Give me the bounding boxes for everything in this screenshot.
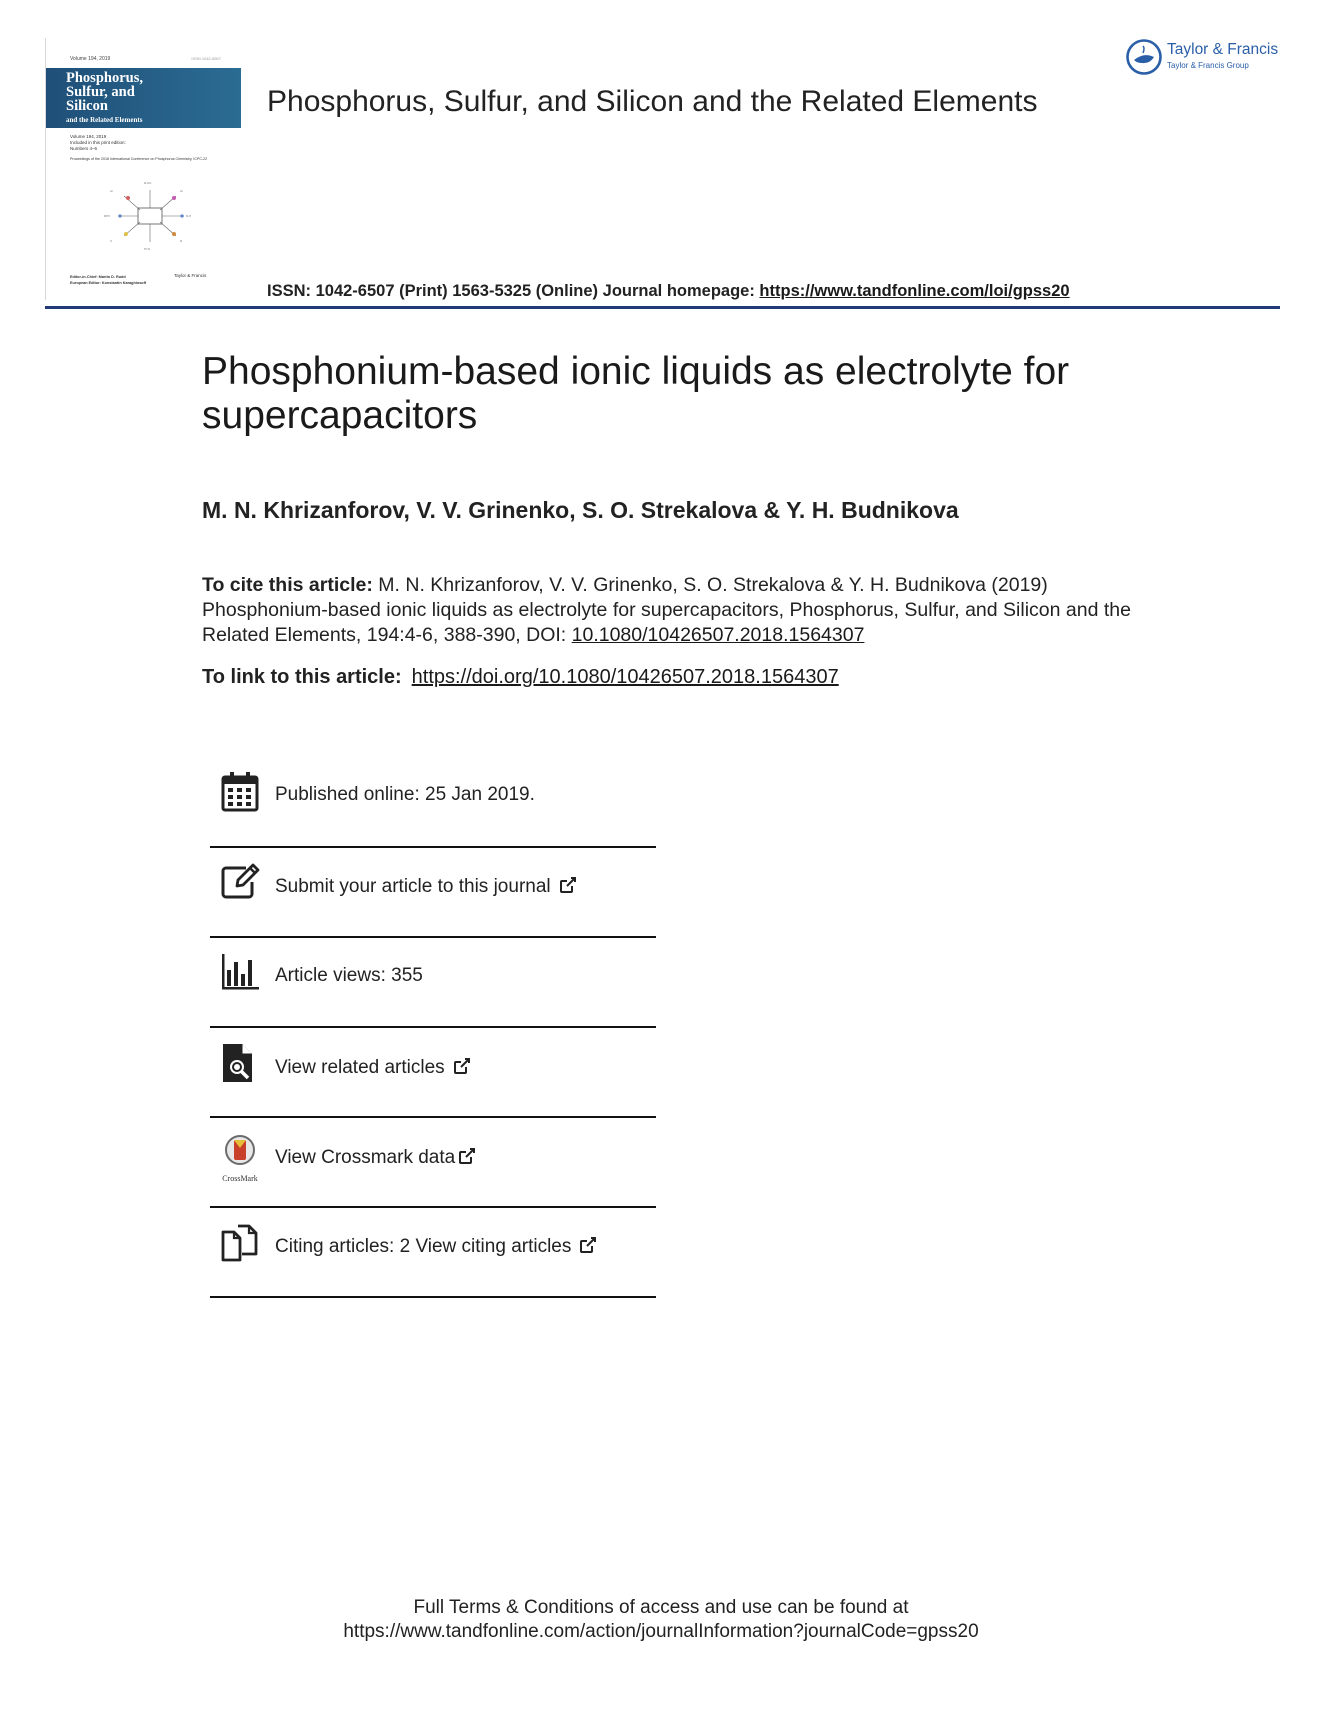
crossmark-row[interactable] [210,1118,656,1206]
issn-line [267,282,1070,301]
article-info-list [210,758,656,1298]
publisher-group: Taylor & Francis Group [1167,61,1249,70]
cover-title-band [46,68,241,128]
issn-text: ISSN: 1042-6507 (Print) 1563-5325 (Online) Journal homepage: [267,282,760,300]
svg-text:Ar: Ar [180,189,183,193]
edit-icon [220,860,260,902]
publisher-name: Taylor & Francis [1167,41,1279,58]
document-search-icon [220,1042,260,1084]
link-label: To link to this article: [202,666,402,688]
terms-url[interactable]: https://www.tandfonline.com/action/journalInformation?journalCode=gpss20 [343,1621,979,1642]
related-articles-row[interactable] [210,1028,656,1116]
cite-text: M. N. Khrizanforov, V. V. Grinenko, S. O. Strekalova & Y. H. Budnikova (2019) Phosphonium-based ionic liquids as electrolyte for supercapacitors, Phosphorus, Sulfur, and Silicon and the Related Elements, 194:4-6, 388-390, DOI: [202,574,1131,646]
external-link-icon [579,1236,597,1254]
svg-text:Ar: Ar [110,189,113,193]
cover-editors: Editor-in-Chief: Martin D. Rudd European Editor: Konstantin Karaghiosoff [70,275,147,285]
article-link-line [202,666,839,689]
citing-articles-row[interactable] [210,1208,656,1296]
submit-article-row[interactable] [210,848,656,936]
external-link-icon [559,876,577,894]
published-date: Published online: 25 Jan 2019. [275,784,535,805]
cover-meta: Volume 194, 2019 Included in this print edition: Numbers 4–6 [70,134,126,151]
svg-text:R-P: R-P [186,214,192,218]
cover-proceedings: Proceedings of the 2018 International Conference on Phosphorus Chemistry, ICPC-22 [70,157,208,161]
article-authors: M. N. Khrizanforov, V. V. Grinenko, S. O. Strekalova & Y. H. Budnikova [202,497,959,523]
journal-cover-image [45,38,241,300]
related-articles-link[interactable]: View related articles [275,1057,445,1078]
article-views: Article views: 355 [275,965,423,986]
svg-text:R: R [180,239,183,243]
published-row [210,758,656,846]
cover-subtitle: and the Related Elements [66,116,143,124]
cover-volume: Volume 194, 2019 [70,56,111,62]
svg-text:X: X [110,239,113,243]
citation-block [202,573,1162,648]
citing-articles-link[interactable]: Citing articles: 2 View citing articles [275,1236,572,1257]
taylor-francis-lamp-icon [1125,38,1163,76]
calendar-icon [220,771,260,813]
external-link-icon [458,1147,476,1165]
terms-text: Full Terms & Conditions of access and use can be found at [413,1597,909,1618]
cover-issn: ISSN 1042-6507 [191,56,221,61]
submit-article-link[interactable]: Submit your article to this journal [275,876,551,897]
cover-publisher: Taylor & Francis [174,273,207,278]
article-url-link[interactable]: https://doi.org/10.1080/10426507.2018.1564307 [411,666,839,688]
article-views-row [210,938,656,1026]
svg-text:RPX: RPX [104,214,111,218]
cover-reaction-scheme [96,170,206,265]
crossmark-icon [220,1134,260,1176]
svg-text:P=O: P=O [144,247,151,251]
external-link-icon [453,1057,471,1075]
crossmark-link[interactable]: View Crossmark data [275,1147,456,1168]
publisher-logo[interactable] [1125,38,1285,78]
doi-link[interactable]: 10.1080/10426507.2018.1564307 [571,624,865,646]
cite-label: To cite this article: [202,574,373,596]
crossmark-logo-text: CrossMark [222,1174,258,1183]
svg-text:R-PH: R-PH [144,181,152,185]
copy-documents-icon [220,1222,260,1264]
bar-chart-icon [220,952,260,994]
journal-title: Phosphorus, Sulfur, and Silicon and the Related Elements [267,85,1038,118]
journal-homepage-link[interactable]: https://www.tandfonline.com/loi/gpss20 [759,282,1070,300]
cover-title: Phosphorus, Sulfur, and Silicon [66,70,143,114]
header-divider [45,306,1280,309]
article-title: Phosphonium-based ionic liquids as electrolyte for supercapacitors [202,350,1070,437]
divider [210,1296,656,1298]
terms-footer [0,1596,1322,1644]
